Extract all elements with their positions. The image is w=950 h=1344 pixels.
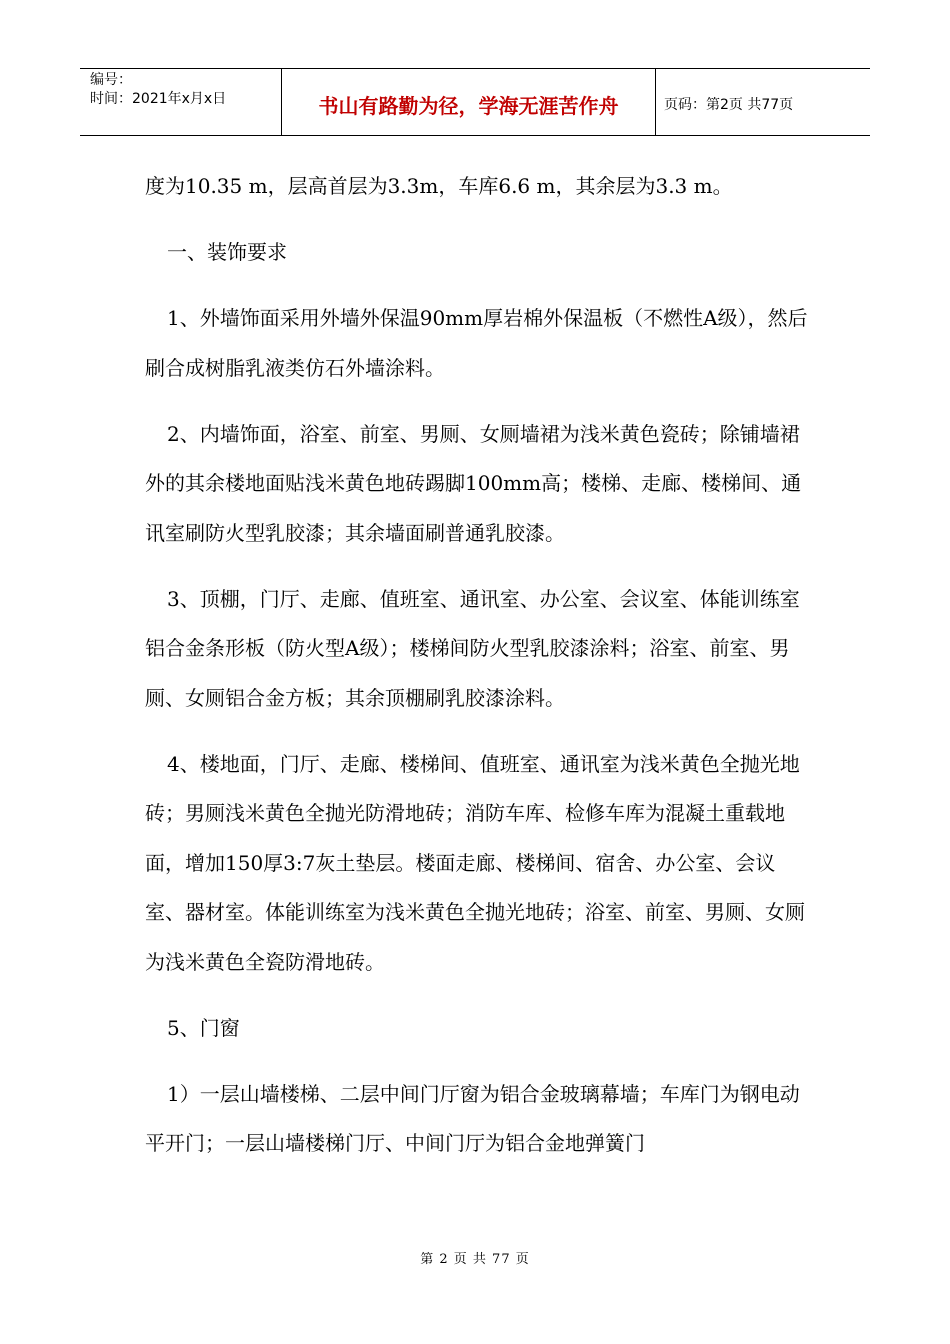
page-header — [80, 68, 870, 136]
page-footer: 第 2 页 共 77 页 — [420, 1252, 530, 1267]
header-meta — [80, 69, 282, 135]
paragraph-item-3: 3、顶棚，门厅、走廊、值班室、通讯室、办公室、会议室、体能训练室铝合金条形板（防火型A级）；楼梯间防火型乳胶漆涂料；浴室、前室、男厕、女厕铝合金方板；其余顶棚刷乳胶漆涂料。 — [145, 586, 800, 710]
document-date: 时间：2021年x月x日 — [90, 91, 227, 107]
paragraph-item-5: 5、门窗 — [167, 1015, 240, 1040]
section-heading: 一、装饰要求 — [167, 240, 287, 264]
paragraph-item-1: 1、外墙饰面采用外墙外保温90mm厚岩棉外保温板（不燃性A级），然后刷合成树脂乳液类仿石外墙涂料。 — [145, 306, 808, 380]
header-motto: 书山有路勤为径，学海无涯苦作舟 — [282, 69, 656, 135]
paragraph-subitem-1: 1）一层山墙楼梯、二层中间门厅窗为铝合金玻璃幕墙；车库门为钢电动平开门；一层山墙楼梯门厅、中间门厅为铝合金地弹簧门 — [145, 1081, 800, 1155]
header-page-info: 页码：第2页 共77页 — [664, 97, 794, 113]
document-body — [145, 162, 810, 1185]
document-number-label: 编号： — [90, 72, 132, 88]
paragraph-item-4: 4、楼地面，门厅、走廊、楼梯间、值班室、通讯室为浅米黄色全抛光地砖；男厕浅米黄色全抛光防滑地砖；消防车库、检修车库为混凝土重载地面，增加150厚3:7灰土垫层。楼面走廊、楼梯间、宿舍、办公室、会议室、器材室。体能训练室为浅米黄色全抛光地砖；浴室、前室、男厕、女厕为浅米黄色全瓷防滑地砖。 — [145, 751, 805, 974]
paragraph-continuation: 度为10.35 m，层高首层为3.3m，车库6.6 m，其余层为3.3 m。 — [145, 174, 733, 198]
paragraph-item-2: 2、内墙饰面，浴室、前室、男厕、女厕墙裙为浅米黄色瓷砖；除铺墙裙外的其余楼地面贴浅米黄色地砖踢脚100mm高；楼梯、走廊、楼梯间、通讯室刷防火型乳胶漆；其余墙面刷普通乳胶漆。 — [145, 421, 802, 545]
